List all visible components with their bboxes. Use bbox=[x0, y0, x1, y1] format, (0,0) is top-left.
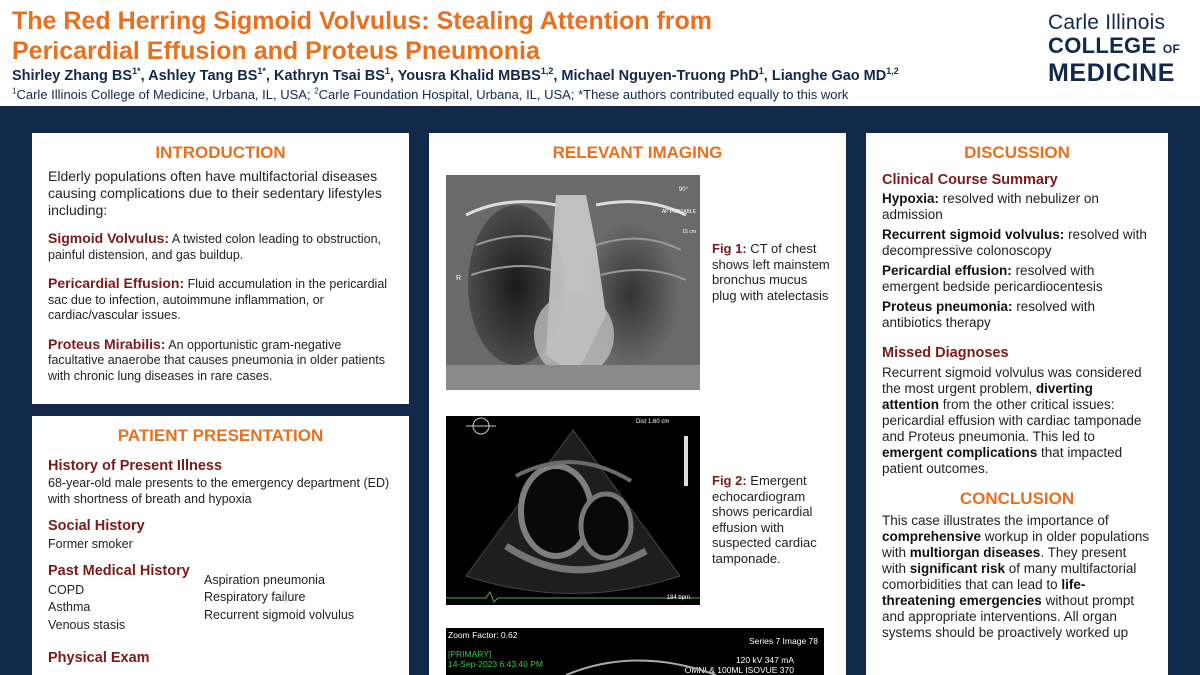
college-logo: Carle Illinois COLLEGE OF MEDICINE bbox=[1048, 11, 1181, 87]
discussion-panel bbox=[866, 133, 1168, 675]
presentation-heading: PATIENT PRESENTATION bbox=[117, 426, 324, 445]
course-item-hypoxia: Hypoxia: resolved with nebulizer on admission bbox=[882, 191, 1099, 222]
fig2-dist-label: Dist 1.60 cm bbox=[636, 419, 670, 425]
intro-item-sigmoid: Sigmoid Volvulus: A twisted colon leading to obstruction, painful distension, and gas buildup. bbox=[48, 230, 382, 262]
hpi-title: History of Present Illness bbox=[48, 458, 223, 474]
fig1-overlay-scale: 15 cm bbox=[682, 229, 696, 235]
fig2-echo-image bbox=[446, 416, 700, 605]
fig1-overlay-angle: 90° bbox=[678, 187, 688, 193]
exam-title: Physical Exam bbox=[48, 649, 150, 666]
conclusion-text: This case illustrates the importance of comprehensive workup in older populations with multiorgan diseases. They present with significant risk of many multifactorial comorbidities that can lead to life-threatening emergencies without prompt and appropriate interventions. All organ systems should be proactively worked up bbox=[882, 513, 1150, 640]
introduction-panel bbox=[32, 133, 409, 404]
poster-header bbox=[0, 0, 1200, 106]
ct-illustration bbox=[446, 628, 824, 675]
introduction-lead: Elderly populations often have multifactorial diseases causing complications due to their sedentary lifestyles including: bbox=[48, 168, 382, 218]
intro-item-proteus: Proteus Mirabilis: An opportunistic gram-negative facultative anaerobe that causes pneumonia in older patients with chronic lung diseases in rare cases. bbox=[48, 335, 386, 383]
pmh-col1: COPD Asthma Venous stasis bbox=[48, 582, 126, 632]
fig1-caption: Fig 1: CT of chest shows left mainstem bronchus mucus plug with atelectasis bbox=[712, 241, 830, 303]
fig3-kv-label: 120 kV 347 mA bbox=[735, 655, 794, 665]
fig1-overlay-side: R bbox=[456, 275, 462, 282]
presentation-panel bbox=[32, 416, 409, 675]
missed-title: Missed Diagnoses bbox=[882, 345, 1009, 361]
course-title: Clinical Course Summary bbox=[882, 172, 1058, 188]
author-list: Shirley Zhang $BS^{1*}$, Ashley Tang $BS^{1*}$, Kathryn Tsai $BS^1$, Yousra Khalid MBBS$^{1,2}$, Michael Nguyen-Truong PhD$^1$, Lianghe Gao MD$^{1,2}$ bbox=[12, 66, 899, 84]
course-item-proteus: Proteus pneumonia: resolved with antibiotics therapy bbox=[882, 299, 1096, 330]
chest-xray-illustration bbox=[446, 175, 700, 390]
fig3-ct-image bbox=[446, 628, 824, 675]
conclusion-heading: CONCLUSION bbox=[959, 489, 1075, 508]
course-item-volvulus: Recurrent sigmoid volvulus: resolved with decompressive colonoscopy bbox=[882, 227, 1147, 258]
poster-title: The Red Herring Sigmoid Volvulus: Stealing Attention from Pericardial Effusion and Proteus Pneumonia bbox=[12, 7, 713, 65]
intro-item-pericardial: Pericardial Effusion: Fluid accumulation in the pericardial sac due to infection, autoimmune inflammation, or cardiac/vascular issues. bbox=[48, 275, 388, 322]
pmh-title: Past Medical History bbox=[48, 562, 190, 579]
fig3-zoom-label: Zoom Factor: 0.62 bbox=[448, 630, 518, 640]
fig3-primary-label: [PRIMARY] bbox=[448, 649, 492, 659]
discussion-heading: DISCUSSION bbox=[964, 143, 1070, 162]
social-title: Social History bbox=[48, 518, 145, 534]
imaging-panel bbox=[429, 133, 846, 675]
missed-text: Recurrent sigmoid volvulus was considered the most urgent problem, diverting attention from the other critical issues: pericardial effusion with cardiac tamponade and Proteus pneumonia. This led to emergent complications that impacted patient outcomes. bbox=[882, 365, 1142, 476]
introduction-heading: INTRODUCTION bbox=[155, 143, 286, 162]
fig3-omni-label: OMNI & 100ML ISOVUE 370 bbox=[684, 665, 794, 675]
fig3-date-label: 14-Sep-2023 6:43:40 PM bbox=[448, 659, 543, 669]
pmh-block bbox=[48, 563, 393, 641]
affiliations: $^1$Carle Illinois College of Medicine, Urbana, IL, USA; $^2$Carle Foundation Hospital, Urbana, IL, USA; *These authors contributed equally to this work bbox=[12, 86, 849, 102]
course-item-effusion: Pericardial effusion: resolved with emergent bedside pericardiocentesis bbox=[882, 263, 1103, 294]
social-text: Former smoker bbox=[48, 537, 133, 551]
fig3-series-label: Series 7 Image 78 bbox=[749, 636, 818, 646]
fig1-overlay-portable: AP PORTABLE bbox=[661, 209, 696, 215]
fig2-bpm-label: 184 bpm bbox=[666, 595, 690, 601]
fig1-chest-image bbox=[446, 175, 700, 390]
pmh-col2: Aspiration pneumonia Respiratory failure Recurrent sigmoid volvulus bbox=[204, 572, 355, 622]
imaging-heading: RELEVANT IMAGING bbox=[552, 143, 723, 162]
fig2-caption: Fig 2: Emergent echocardiogram shows pericardial effusion with suspected cardiac tamponade. bbox=[712, 473, 817, 566]
hpi-text: 68-year-old male presents to the emergency department (ED) with shortness of breath and hypoxia bbox=[48, 476, 390, 506]
echo-illustration bbox=[446, 416, 700, 605]
